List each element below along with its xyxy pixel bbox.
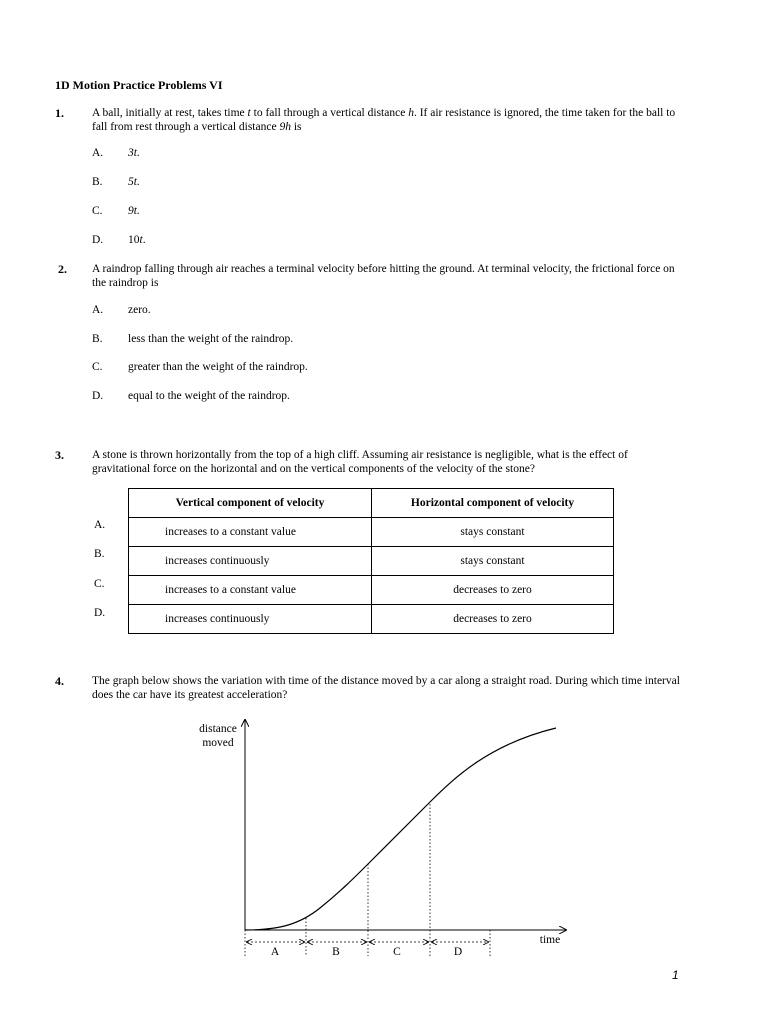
q1-option-c-text: 9t. — [128, 205, 140, 217]
q1-option-a-text: 3t. — [128, 147, 140, 159]
table-row-letter-d: D. — [94, 607, 106, 619]
table-row-letter-c: C. — [94, 578, 105, 590]
table-cell-horizontal: stays constant — [372, 547, 614, 576]
question-3-text: A stone is thrown horizontally from the top of a high cliff. Assuming air resistance is negligible, what is the effect of gravitational force on the horizontal and on the vertical components of the velocity of the stone? — [92, 449, 628, 475]
q2-option-d-letter: D. — [92, 390, 104, 402]
question-1-number: 1. — [55, 106, 64, 120]
q1-option-b-text: 5t. — [128, 176, 140, 188]
q2-option-b-letter: B. — [92, 333, 103, 345]
table-header-horizontal: Horizontal component of velocity — [372, 489, 614, 518]
table-row-letter-a: A. — [94, 519, 106, 531]
question-4-number: 4. — [55, 674, 64, 688]
table-header-vertical: Vertical component of velocity — [129, 489, 372, 518]
x-axis-label: time — [539, 934, 561, 946]
interval-label-b: B — [332, 946, 340, 958]
q1-option-c-letter: C. — [92, 205, 103, 217]
interval-label-d: D — [453, 946, 463, 958]
q2-option-a-letter: A. — [92, 304, 104, 316]
distance-curve — [245, 728, 556, 930]
table-header-row — [129, 489, 614, 518]
y-axis-label-line1: distance — [199, 723, 237, 735]
q1-option-d-letter: D. — [92, 234, 104, 246]
q1-option-b-letter: B. — [92, 176, 103, 188]
q2-option-c-text: greater than the weight of the raindrop. — [128, 361, 308, 373]
question-2-number: 2. — [58, 262, 67, 276]
q2-option-c-letter: C. — [92, 361, 103, 373]
page-title: 1D Motion Practice Problems VI — [55, 78, 223, 92]
q2-option-a-text: zero. — [128, 304, 151, 316]
interval-label-c: C — [393, 946, 401, 958]
question-3-number: 3. — [55, 448, 64, 462]
table-row — [129, 547, 614, 576]
table-cell-horizontal: stays constant — [372, 518, 614, 547]
question-2-text: A raindrop falling through air reaches a terminal velocity before hitting the ground. At terminal velocity, the frictional force on the raindrop is — [92, 263, 675, 289]
interval-label-a: A — [270, 946, 280, 958]
table-row-letter-b: B. — [94, 548, 105, 560]
distance-time-graph — [190, 712, 580, 967]
table-cell-vertical: increases to a constant value — [129, 576, 372, 605]
table-row — [129, 605, 614, 634]
table-row — [129, 518, 614, 547]
table-row — [129, 576, 614, 605]
table-cell-vertical: increases continuously — [129, 547, 372, 576]
table-cell-vertical: increases to a constant value — [129, 518, 372, 547]
q1-option-a-letter: A. — [92, 147, 104, 159]
y-axis-label-line2: moved — [202, 737, 234, 749]
question-1-text: A ball, initially at rest, takes time t to fall through a vertical distance h. If air resistance is ignored, the time taken for the ball to fall from rest through a vertical distance 9h is — [92, 107, 676, 133]
table-cell-horizontal: decreases to zero — [372, 576, 614, 605]
q2-option-d-text: equal to the weight of the raindrop. — [128, 390, 290, 402]
velocity-components-table — [128, 488, 614, 634]
question-4-text: The graph below shows the variation with time of the distance moved by a car along a straight road. During which time interval does the car have its greatest acceleration? — [92, 675, 680, 701]
q2-option-b-text: less than the weight of the raindrop. — [128, 333, 294, 345]
page-number: 1 — [672, 968, 679, 982]
table-cell-horizontal: decreases to zero — [372, 605, 614, 634]
q1-option-d-text: 10t. — [128, 234, 146, 246]
table-cell-vertical: increases continuously — [129, 605, 372, 634]
